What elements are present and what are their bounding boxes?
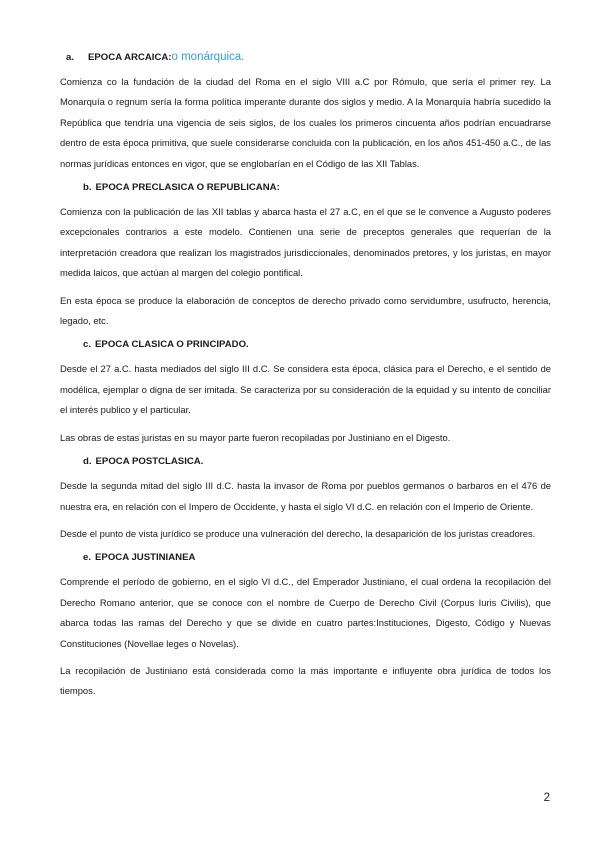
section-heading (60, 50, 551, 65)
section-title: EPOCA PRECLASICA O REPUBLICANA: (95, 182, 280, 194)
paragraph: Desde el 27 a.C. hasta mediados del siglo III d.C. Se considera esta época, clásica para el Derecho, e el sentido de modélica, ejemplar o digna de ser imitada. Se caracteriza por su consideración de la equidad y su intento de conciliar el interés publico y el particular. (60, 363, 551, 416)
paragraph: Comienza co la fundación de la ciudad del Roma en el siglo VIII a.C por Rómulo, que sería el primer rey. La Monarquía o regnum sería la forma política imperante durante dos siglos y medio. A la Monarquía habría sucedido la República que tendría una vigencia de seis siglos, de los cuales los primeros cincuenta años podrían encuadrarse dentro de esta época primitiva, que suele considerarse concluida con la publicación, en los años 451-450 a.C., de las normas jurídicas entonces en vigor, que se englobarían en el Código de las XII Tablas. (60, 76, 551, 169)
paragraph: En esta época se produce la elaboración de conceptos de derecho privado como servidumbre, usufructo, herencia, legado, etc. (60, 294, 551, 327)
section-letter: d. (83, 456, 92, 468)
section-letter: b. (83, 182, 92, 194)
section-heading (60, 551, 551, 565)
section-title: EPOCA CLASICA O PRINCIPADO. (95, 339, 249, 351)
section-heading (60, 338, 551, 352)
section-letter: c. (83, 339, 92, 351)
section-title: EPOCA POSTCLASICA. (95, 456, 204, 468)
document-body (60, 50, 551, 709)
paragraph: Comprende el período de gobierno, en el siglo VI d.C., del Emperador Justiniano, el cual ordena la recopilación del Derecho Romano anterior, que se conoce con el nombre de Cuerpo de Derecho Civil (Corpus Iuris Civilis), que abarca todas las ramas del Derecho y que se divide en cuatro partes:Instituciones, Digesto, Código y Nuevas Constituciones (Novellae leges o Novelas). (60, 576, 551, 649)
paragraph: Las obras de estas juristas en su mayor parte fueron recopiladas por Justiniano en el Digesto. (60, 431, 451, 443)
section-heading (60, 181, 551, 195)
paragraph: La recopilación de Justiniano está considerada como la más importante e influyente obra jurídica de todos los tiempos. (60, 664, 551, 697)
page-number: 2 (543, 792, 550, 804)
section-title: EPOCA ARCAICA: (88, 52, 172, 63)
section-letter: e. (83, 552, 92, 564)
paragraph: Desde la segunda mitad del siglo III d.C. hasta la invasor de Roma por pueblos germanos o barbaros en el 476 de nuestra era, en relación con el Impero de Occidente, y hasta el siglo VI d.C. en relación con el Imperio de Oriente. (60, 480, 551, 512)
paragraph: Desde el punto de vista jurídico se produce una vulneración del derecho, la desaparición de los juristas creadores. (60, 527, 536, 539)
paragraph: Comienza con la publicación de las XII tablas y abarca hasta el 27 a.C, en el que se le convence a Augusto poderes excepcionales contrarios a este modelo. Contienen una serie de preceptos generales que requerían de la interpretación creadora que realizan los magistrados jurisdiccionales, denominados pretores, y los juristas, en mayor medida laicos, que actúan al margen del colegio pontifical. (60, 206, 551, 279)
section-title-highlight: o monárquica. (171, 51, 245, 63)
section-heading (60, 455, 551, 469)
section-letter: a. (66, 52, 75, 63)
section-title: EPOCA JUSTINIANEA (95, 552, 196, 564)
